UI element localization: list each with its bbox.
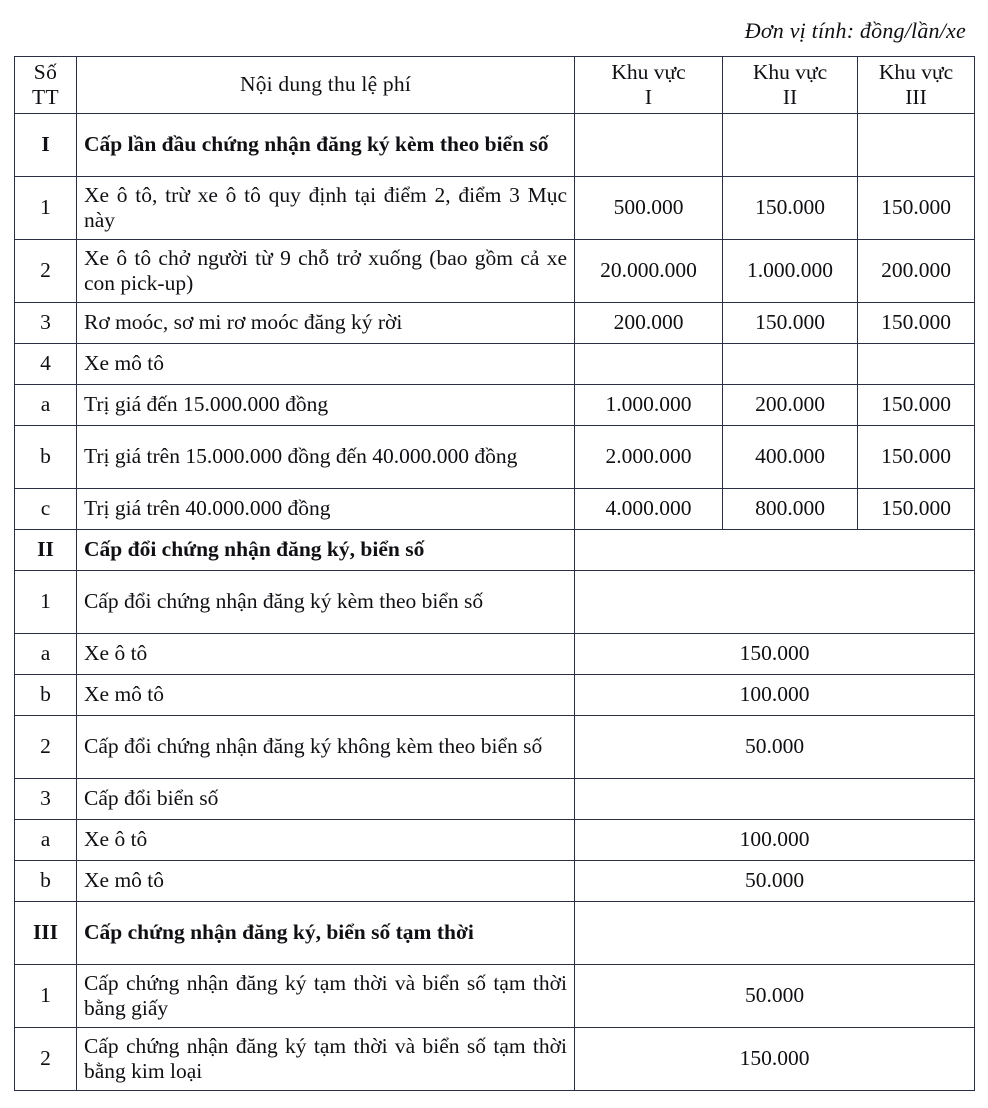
column-header-zone-3-line2: III <box>905 84 927 109</box>
table-row <box>15 715 975 778</box>
table-row <box>15 570 975 633</box>
column-header-stt <box>15 57 77 114</box>
row-number-cell: III <box>15 901 77 964</box>
column-header-zone-1 <box>575 57 723 114</box>
table-row <box>15 901 975 964</box>
row-number-cell: 2 <box>15 239 77 302</box>
row-fee-zone-2-cell: 800.000 <box>723 488 858 529</box>
column-header-stt-line2: TT <box>31 84 60 109</box>
table-row <box>15 239 975 302</box>
table-row <box>15 488 975 529</box>
row-fee-zone-2-cell <box>723 113 858 176</box>
table-row <box>15 819 975 860</box>
row-fee-zone-1-cell: 1.000.000 <box>575 384 723 425</box>
row-description-cell: Trị giá trên 40.000.000 đồng <box>77 488 575 529</box>
row-fee-zone-3-cell <box>858 343 975 384</box>
column-header-zone-3 <box>858 57 975 114</box>
row-description-cell: Xe mô tô <box>77 860 575 901</box>
row-number-cell: b <box>15 860 77 901</box>
row-description-cell: Cấp đổi chứng nhận đăng ký không kèm theo biển số <box>77 715 575 778</box>
table-header-row <box>15 57 975 114</box>
table-row <box>15 302 975 343</box>
row-description-cell: Xe ô tô <box>77 633 575 674</box>
row-fee-zone-3-cell: 150.000 <box>858 176 975 239</box>
row-fee-zone-1-cell <box>575 343 723 384</box>
table-row <box>15 964 975 1027</box>
row-fee-merged-cell: 150.000 <box>575 633 975 674</box>
row-fee-zone-1-cell: 200.000 <box>575 302 723 343</box>
row-number-cell: 1 <box>15 964 77 1027</box>
row-fee-zone-3-cell <box>858 113 975 176</box>
row-number-cell: 1 <box>15 176 77 239</box>
column-header-zone-1-line1: Khu vực <box>611 60 686 84</box>
table-row <box>15 860 975 901</box>
row-fee-zone-3-cell: 150.000 <box>858 302 975 343</box>
row-description-cell: Cấp chứng nhận đăng ký, biển số tạm thời <box>77 901 575 964</box>
row-description-cell: Xe mô tô <box>77 674 575 715</box>
row-fee-merged-cell <box>575 529 975 570</box>
table-row <box>15 674 975 715</box>
table-row <box>15 384 975 425</box>
row-number-cell: a <box>15 633 77 674</box>
table-row <box>15 633 975 674</box>
column-header-zone-1-line2: I <box>644 84 653 109</box>
row-description-cell: Cấp đổi chứng nhận đăng ký kèm theo biển số <box>77 570 575 633</box>
row-fee-merged-cell <box>575 570 975 633</box>
row-fee-zone-3-cell: 150.000 <box>858 425 975 488</box>
row-fee-zone-1-cell: 4.000.000 <box>575 488 723 529</box>
row-fee-zone-3-cell: 150.000 <box>858 488 975 529</box>
row-fee-zone-2-cell: 1.000.000 <box>723 239 858 302</box>
row-number-cell: 3 <box>15 778 77 819</box>
row-description-cell: Cấp chứng nhận đăng ký tạm thời và biển số tạm thời bằng giấy <box>77 964 575 1027</box>
row-description-cell: Xe ô tô, trừ xe ô tô quy định tại điểm 2, điểm 3 Mục này <box>77 176 575 239</box>
table-row <box>15 778 975 819</box>
column-header-zone-2-line1: Khu vực <box>752 60 828 84</box>
row-number-cell: 4 <box>15 343 77 384</box>
row-fee-zone-2-cell: 150.000 <box>723 302 858 343</box>
row-fee-zone-2-cell <box>723 343 858 384</box>
row-fee-merged-cell: 50.000 <box>575 860 975 901</box>
column-header-zone-2-line2: II <box>782 84 798 109</box>
column-header-zone-2 <box>723 57 858 114</box>
row-fee-merged-cell <box>575 778 975 819</box>
row-description-cell: Xe ô tô <box>77 819 575 860</box>
row-number-cell: 2 <box>15 1027 77 1090</box>
table-row <box>15 1027 975 1090</box>
row-description-cell: Cấp lần đầu chứng nhận đăng ký kèm theo biển số <box>77 113 575 176</box>
row-number-cell: b <box>15 425 77 488</box>
row-description-cell: Cấp chứng nhận đăng ký tạm thời và biển số tạm thời bằng kim loại <box>77 1027 575 1090</box>
row-number-cell: 3 <box>15 302 77 343</box>
row-description-cell: Xe mô tô <box>77 343 575 384</box>
row-number-cell: II <box>15 529 77 570</box>
row-fee-merged-cell: 100.000 <box>575 819 975 860</box>
row-number-cell: 1 <box>15 570 77 633</box>
row-fee-merged-cell <box>575 901 975 964</box>
table-row <box>15 113 975 176</box>
unit-of-measure-note: Đơn vị tính: đồng/lần/xe <box>744 18 966 43</box>
row-fee-merged-cell: 50.000 <box>575 715 975 778</box>
row-number-cell: b <box>15 674 77 715</box>
row-fee-zone-3-cell: 200.000 <box>858 239 975 302</box>
row-fee-zone-1-cell: 2.000.000 <box>575 425 723 488</box>
row-fee-zone-3-cell: 150.000 <box>858 384 975 425</box>
row-fee-zone-2-cell: 200.000 <box>723 384 858 425</box>
table-row <box>15 343 975 384</box>
row-number-cell: I <box>15 113 77 176</box>
row-number-cell: a <box>15 384 77 425</box>
row-description-cell: Trị giá trên 15.000.000 đồng đến 40.000.000 đồng <box>77 425 575 488</box>
row-fee-merged-cell: 50.000 <box>575 964 975 1027</box>
column-header-zone-3-line1: Khu vực <box>878 60 954 84</box>
fee-schedule-table <box>14 56 975 1091</box>
row-description-cell: Trị giá đến 15.000.000 đồng <box>77 384 575 425</box>
table-row <box>15 425 975 488</box>
row-description-cell: Xe ô tô chở người từ 9 chỗ trở xuống (bao gồm cả xe con pick-up) <box>77 239 575 302</box>
row-fee-zone-2-cell: 400.000 <box>723 425 858 488</box>
row-fee-merged-cell: 150.000 <box>575 1027 975 1090</box>
row-fee-merged-cell: 100.000 <box>575 674 975 715</box>
row-number-cell: c <box>15 488 77 529</box>
column-header-stt-line1: Số <box>33 60 58 84</box>
row-fee-zone-1-cell: 20.000.000 <box>575 239 723 302</box>
row-number-cell: a <box>15 819 77 860</box>
row-fee-zone-1-cell <box>575 113 723 176</box>
table-body <box>15 113 975 1090</box>
row-description-cell: Rơ moóc, sơ mi rơ moóc đăng ký rời <box>77 302 575 343</box>
column-header-description: Nội dung thu lệ phí <box>77 57 575 114</box>
row-fee-zone-1-cell: 500.000 <box>575 176 723 239</box>
table-row <box>15 529 975 570</box>
table-header <box>15 57 975 114</box>
row-fee-zone-2-cell: 150.000 <box>723 176 858 239</box>
table-row <box>15 176 975 239</box>
row-description-cell: Cấp đổi biển số <box>77 778 575 819</box>
row-number-cell: 2 <box>15 715 77 778</box>
row-description-cell: Cấp đổi chứng nhận đăng ký, biển số <box>77 529 575 570</box>
